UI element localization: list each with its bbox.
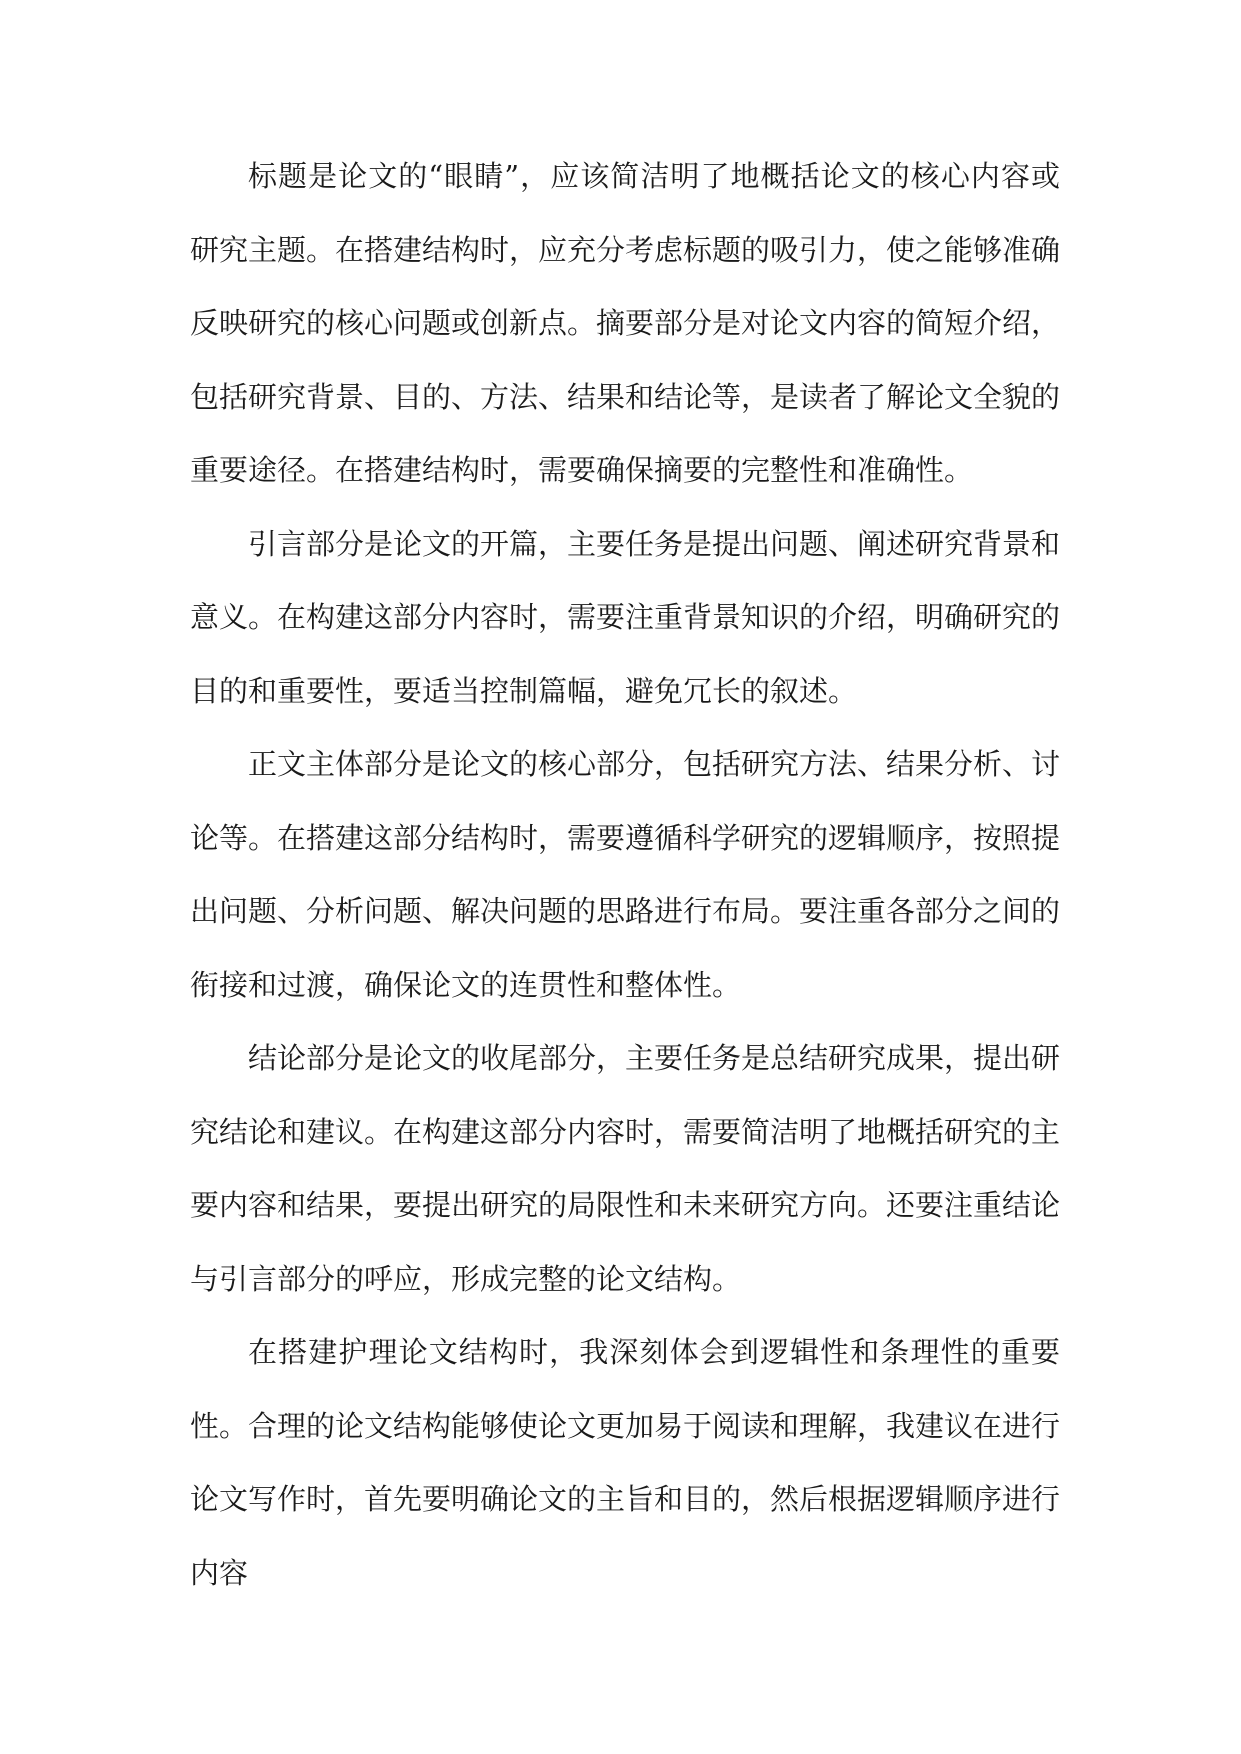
paragraph-conclusion: 结论部分是论文的收尾部分，主要任务是总结研究成果，提出研究结论和建议。在构建这部分内容时，需要简洁明了地概括研究的主要内容和结果，要提出研究的局限性和未来研究方向。还要注重结论与引言部分的呼应，形成完整的论文结构。 — [190, 1041, 1061, 1296]
paragraph-reflection: 在搭建护理论文结构时，我深刻体会到逻辑性和条理性的重要性。合理的论文结构能够使论文更加易于阅读和理解，我建议在进行论文写作时，首先要明确论文的主旨和目的，然后根据逻辑顺序进行内容 — [190, 1335, 1061, 1590]
body-text — [190, 140, 1060, 1610]
paragraph-title-abstract: 标题是论文的“眼睛”，应该简洁明了地概括论文的核心内容或研究主题。在搭建结构时，应充分考虑标题的吸引力，使之能够准确反映研究的核心问题或创新点。摘要部分是对论文内容的简短介绍，包括研究背景、目的、方法、结果和结论等，是读者了解论文全貌的重要途径。在搭建结构时，需要确保摘要的完整性和准确性。 — [190, 159, 1061, 487]
paragraph-introduction: 引言部分是论文的开篇，主要任务是提出问题、阐述研究背景和意义。在构建这部分内容时，需要注重背景知识的介绍，明确研究的目的和重要性，要适当控制篇幅，避免冗长的叙述。 — [190, 526, 1061, 708]
paragraph-main-body: 正文主体部分是论文的核心部分，包括研究方法、结果分析、讨论等。在搭建这部分结构时，需要遵循科学研究的逻辑顺序，按照提出问题、分析问题、解决问题的思路进行布局。要注重各部分之间的衔接和过渡，确保论文的连贯性和整体性。 — [190, 747, 1061, 1002]
